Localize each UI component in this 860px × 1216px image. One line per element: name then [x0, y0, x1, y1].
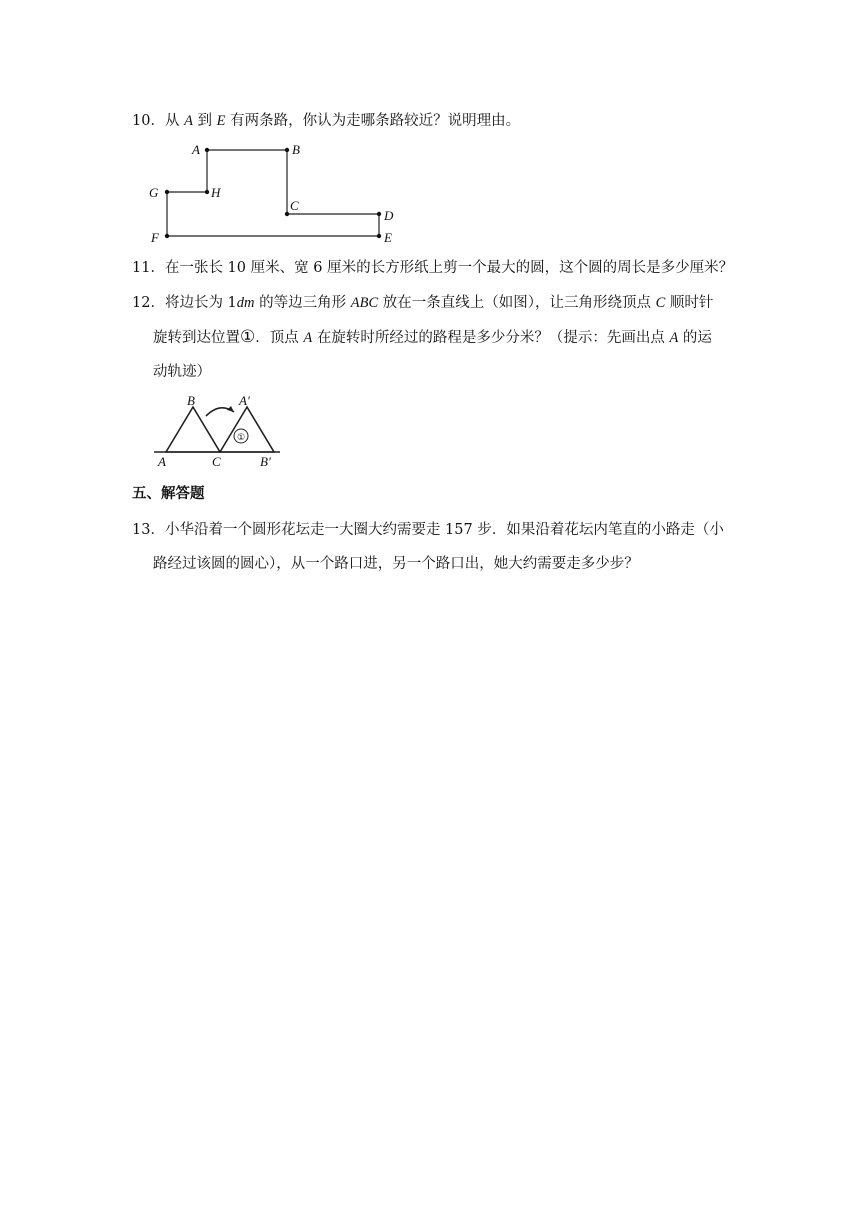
- question-12: 12．将边长为 1dm 的等边三角形 ABC 放在一条直线上（如图），让三角形绕顶点 C 顺时针 旋转到达位置①．顶点 A 在旋转时所经过的路程是多少分米？（提示：先画出点 A 的运 动轨迹）: [132, 295, 714, 380]
- label-b-prime: B′: [260, 454, 271, 469]
- point-g: [165, 190, 169, 194]
- question-13: 13．小华沿着一个圆形花坛走一大圈大约需要走 157 步．如果沿着花坛内笔直的小路走（小 路经过该圆的圆心），从一个路口进，另一个路口出，她大约需要走多少步？: [132, 522, 724, 572]
- label-c: C: [212, 454, 221, 469]
- label-c: C: [290, 198, 299, 213]
- question-number: 10．: [132, 113, 165, 129]
- label-f: F: [151, 230, 159, 245]
- point-f: [165, 234, 169, 238]
- question-number: 11．: [132, 260, 165, 276]
- point-b: [285, 148, 289, 152]
- label-b: B: [187, 393, 195, 408]
- triangle-rotation-diagram: [150, 390, 290, 472]
- label-a: A: [158, 454, 166, 469]
- label-e: E: [384, 230, 392, 245]
- point-h: [205, 190, 209, 194]
- point-a: [205, 148, 209, 152]
- point-c: [285, 212, 289, 216]
- circled-label: ①: [237, 432, 246, 442]
- label-b: B: [292, 142, 300, 157]
- section-heading: 五、解答题: [132, 486, 205, 502]
- label-d: D: [384, 208, 394, 223]
- circled-one: ①: [240, 327, 256, 347]
- triangle-rotated: [220, 407, 274, 452]
- question-11: 11．在一张长 10 厘米、宽 6 厘米的长方形纸上剪一个最大的圆，这个圆的周长是多少厘米？: [132, 260, 734, 276]
- label-g: G: [149, 185, 159, 200]
- question-number: 12．: [132, 295, 165, 311]
- triangle-abc: [166, 407, 220, 452]
- label-a: A: [192, 142, 200, 157]
- point-e: [377, 234, 381, 238]
- point-d: [377, 212, 381, 216]
- question-number: 13．: [132, 522, 165, 538]
- path-diagram: [140, 138, 400, 250]
- label-a-prime: A′: [239, 393, 250, 408]
- question-10: 10．从 A 到 E 有两条路，你认为走哪条路较近？说明理由。: [132, 113, 521, 129]
- label-h: H: [211, 185, 221, 200]
